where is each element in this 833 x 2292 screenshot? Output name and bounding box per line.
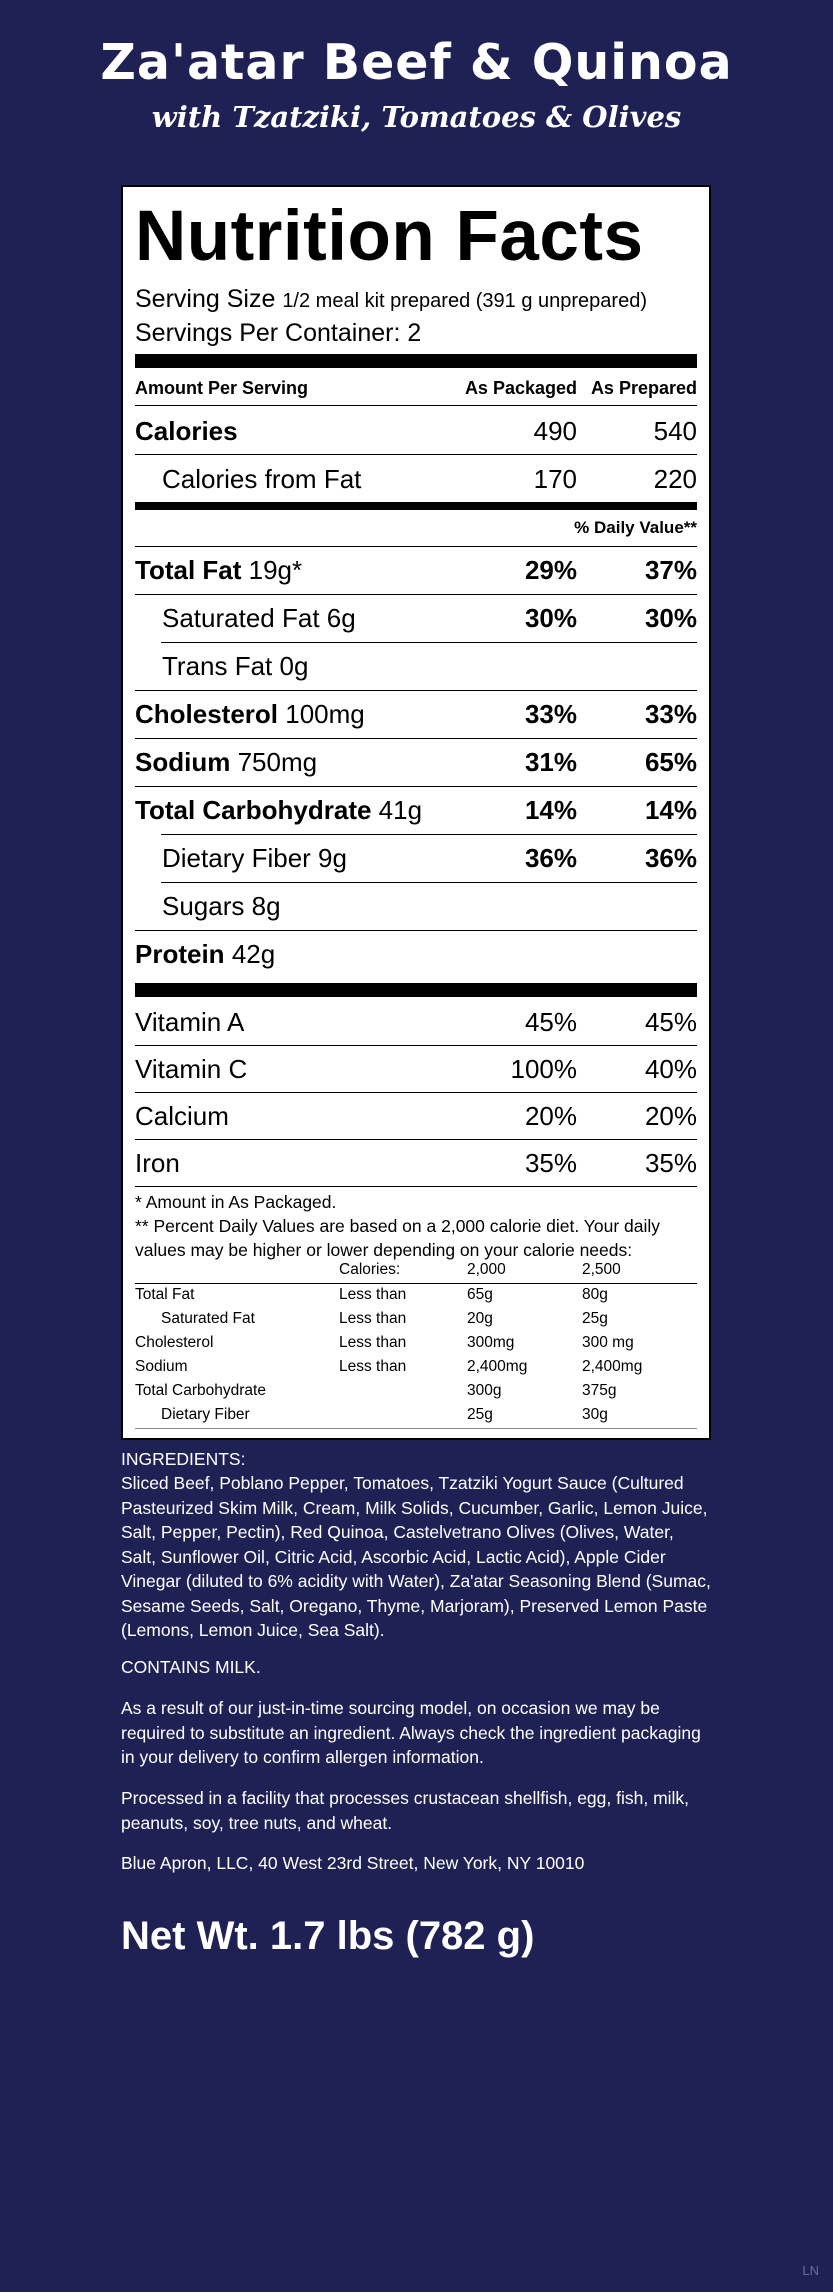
calories-fat-row bbox=[135, 464, 697, 504]
vitamin-a-row bbox=[135, 1007, 697, 1047]
total-carbohydrate-prepared: 14% bbox=[644, 795, 697, 825]
dv-row-2500: 375g bbox=[582, 1382, 617, 1399]
calcium-label: Calcium bbox=[135, 1101, 229, 1131]
cholesterol-row bbox=[135, 699, 697, 739]
total-fat-amount: 19g* bbox=[248, 555, 303, 585]
iron-packaged: 35% bbox=[524, 1148, 577, 1178]
dv-row-2500: 25g bbox=[582, 1310, 608, 1327]
cholesterol-packaged: 33% bbox=[524, 699, 577, 729]
dv-row-2000: 20g bbox=[467, 1310, 493, 1327]
dietary-fiber-label: Dietary Fiber 9g bbox=[162, 843, 347, 873]
dv-row-name: Cholesterol bbox=[135, 1334, 214, 1351]
facility-note: Processed in a facility that processes crustacean shellfish, egg, fish, milk, peanuts, soy, tree nuts, and wheat. bbox=[121, 1788, 690, 1833]
product-subtitle: with Tzatziki, Tomatoes & Olives bbox=[151, 100, 682, 134]
sodium-row bbox=[135, 747, 697, 787]
divider bbox=[135, 594, 697, 595]
dv-row-2500: 80g bbox=[582, 1286, 608, 1303]
calories-fat-packaged: 170 bbox=[533, 464, 577, 494]
dv-2500-label: 2,500 bbox=[582, 1261, 621, 1278]
calories-fat-label: Calories from Fat bbox=[162, 464, 362, 494]
cholesterol-amount: 100mg bbox=[285, 699, 365, 729]
calcium-packaged: 20% bbox=[524, 1101, 577, 1131]
amount-per-serving: Amount Per Serving bbox=[135, 378, 309, 398]
company-address: Blue Apron, LLC, 40 West 23rd Street, New York, NY 10010 bbox=[121, 1853, 585, 1873]
divider bbox=[161, 642, 697, 643]
as-packaged-header: As Packaged bbox=[464, 378, 577, 398]
total-carbohydrate-packaged: 14% bbox=[524, 795, 577, 825]
total-carbohydrate-row bbox=[135, 795, 697, 835]
dv-row-2500: 300 mg bbox=[582, 1334, 634, 1351]
calories-label: Calories bbox=[135, 416, 238, 446]
sugars-row bbox=[135, 891, 697, 931]
divider bbox=[135, 1092, 697, 1093]
dietary-fiber-prepared: 36% bbox=[644, 843, 697, 873]
thick-rule bbox=[135, 354, 697, 368]
footnote-packaged: * Amount in As Packaged. bbox=[135, 1192, 337, 1212]
dv-row-name: Total Fat bbox=[135, 1286, 195, 1303]
divider bbox=[135, 546, 697, 547]
total-fat-prepared: 37% bbox=[644, 555, 697, 585]
column-header bbox=[135, 378, 697, 399]
divider bbox=[135, 786, 697, 787]
thick-rule bbox=[135, 983, 697, 997]
nutrition-facts-panel bbox=[121, 185, 711, 1440]
dv-row-name: Sodium bbox=[135, 1358, 188, 1375]
vitamin-c-packaged: 100% bbox=[510, 1054, 577, 1084]
saturated-fat-row bbox=[135, 603, 697, 643]
vitamin-c-prepared: 40% bbox=[644, 1054, 697, 1084]
dv-row-2000: 2,400mg bbox=[467, 1358, 528, 1375]
dv-row-qualifier: Less than bbox=[339, 1334, 407, 1351]
vitamin-a-prepared: 45% bbox=[644, 1007, 697, 1037]
dv-row-2000: 300mg bbox=[467, 1334, 515, 1351]
divider bbox=[135, 1139, 697, 1140]
divider bbox=[161, 882, 697, 883]
iron-label: Iron bbox=[135, 1148, 180, 1178]
sodium-packaged: 31% bbox=[524, 747, 577, 777]
divider bbox=[135, 1428, 697, 1429]
daily-value-header: % Daily Value** bbox=[574, 518, 697, 537]
divider bbox=[135, 405, 697, 406]
divider bbox=[135, 454, 697, 455]
dv-row-name: Dietary Fiber bbox=[161, 1406, 250, 1423]
calories-row bbox=[135, 416, 697, 456]
sugars-label: Sugars 8g bbox=[162, 891, 281, 921]
medium-rule bbox=[135, 502, 697, 510]
dv-row-2000: 25g bbox=[467, 1406, 493, 1423]
vitamin-c-label: Vitamin C bbox=[135, 1054, 248, 1084]
cholesterol-label: Cholesterol bbox=[135, 699, 279, 729]
dietary-fiber-packaged: 36% bbox=[524, 843, 577, 873]
sodium-label: Sodium bbox=[135, 747, 231, 777]
corner-mark: LN bbox=[802, 2263, 819, 2278]
dv-row-qualifier: Less than bbox=[339, 1310, 407, 1327]
saturated-fat-prepared: 30% bbox=[644, 603, 697, 633]
product-title: Za'atar Beef & Quinoa bbox=[100, 34, 733, 91]
dv-row-2500: 2,400mg bbox=[582, 1358, 643, 1375]
saturated-fat-label: Saturated Fat 6g bbox=[162, 603, 356, 633]
trans-fat-row bbox=[135, 651, 697, 691]
protein-amount: 42g bbox=[231, 939, 276, 969]
ingredients-text: Sliced Beef, Poblano Pepper, Tomatoes, Tzatziki Yogurt Sauce (Cultured Pasteurized Skim Milk, Cream, Milk Solids, Cucumber, Garlic, Lemon Juice, Salt, Pepper, Pectin), Red Quinoa, Castelvetrano Olives (Olives, Water, Salt, Sunflower Oil, Citric Acid, Ascorbic Acid, Lactic Acid), Apple Cider Vinegar (diluted to 6% acidity with Water), Za'atar Seasoning Blend (Sumac, Sesame Seeds, Salt, Oregano, Thyme, Marjoram), Preserved Lemon Paste (Lemons, Lemon Juice, Sea Salt). bbox=[121, 1473, 711, 1640]
divider bbox=[135, 738, 697, 739]
divider bbox=[135, 1283, 697, 1284]
dv-row-2000: 300g bbox=[467, 1382, 502, 1399]
protein-row bbox=[135, 939, 697, 979]
serving-size bbox=[135, 285, 647, 314]
vitamin-a-label: Vitamin A bbox=[135, 1007, 245, 1037]
divider bbox=[135, 690, 697, 691]
dv-row-2500: 30g bbox=[582, 1406, 608, 1423]
trans-fat-label: Trans Fat 0g bbox=[162, 651, 309, 681]
sourcing-note: As a result of our just-in-time sourcing model, on occasion we may be required to substitute an ingredient. Always check the ingredient packaging in your delivery to confirm allergen information. bbox=[121, 1698, 701, 1767]
total-fat-row bbox=[135, 555, 697, 595]
vitamin-c-row bbox=[135, 1054, 697, 1094]
iron-row bbox=[135, 1148, 697, 1188]
serving-size-value: 1/2 meal kit prepared (391 g unprepared) bbox=[282, 290, 647, 312]
serving-size-label: Serving Size bbox=[135, 285, 276, 313]
dv-row-2000: 65g bbox=[467, 1286, 493, 1303]
dv-row-qualifier: Less than bbox=[339, 1358, 407, 1375]
dv-row-name: Saturated Fat bbox=[161, 1310, 255, 1327]
sodium-prepared: 65% bbox=[644, 747, 697, 777]
as-prepared-header: As Prepared bbox=[590, 378, 697, 398]
sodium-amount: 750mg bbox=[237, 747, 318, 777]
total-carbohydrate-amount: 41g bbox=[378, 795, 423, 825]
total-fat-packaged: 29% bbox=[524, 555, 577, 585]
divider bbox=[135, 930, 697, 931]
divider bbox=[135, 1186, 697, 1187]
servings-per-container: Servings Per Container: 2 bbox=[135, 319, 422, 347]
nutrition-facts-heading: Nutrition Facts bbox=[135, 197, 644, 276]
dv-calories-label: Calories: bbox=[339, 1261, 401, 1278]
total-fat-label: Total Fat bbox=[135, 555, 242, 585]
calcium-prepared: 20% bbox=[644, 1101, 697, 1131]
total-carbohydrate-label: Total Carbohydrate bbox=[135, 795, 372, 825]
calcium-row bbox=[135, 1101, 697, 1141]
dv-2000-label: 2,000 bbox=[467, 1261, 506, 1278]
dv-row-qualifier: Less than bbox=[339, 1286, 407, 1303]
divider bbox=[161, 834, 697, 835]
footnote-daily-values: ** Percent Daily Values are based on a 2,000 calorie diet. Your daily values may be higher or lower depending on your calorie needs: bbox=[135, 1216, 661, 1260]
dietary-fiber-row bbox=[135, 843, 697, 883]
dv-row-name: Total Carbohydrate bbox=[135, 1382, 266, 1399]
iron-prepared: 35% bbox=[644, 1148, 697, 1178]
calories-prepared: 540 bbox=[653, 416, 697, 446]
cholesterol-prepared: 33% bbox=[644, 699, 697, 729]
calories-packaged: 490 bbox=[533, 416, 577, 446]
vitamin-a-packaged: 45% bbox=[524, 1007, 577, 1037]
net-weight: Net Wt. 1.7 lbs (782 g) bbox=[121, 1914, 535, 1958]
calories-fat-prepared: 220 bbox=[653, 464, 697, 494]
saturated-fat-packaged: 30% bbox=[524, 603, 577, 633]
ingredients-heading: INGREDIENTS: bbox=[121, 1449, 246, 1469]
protein-label: Protein bbox=[135, 939, 225, 969]
contains-allergens: CONTAINS MILK. bbox=[121, 1657, 261, 1677]
divider bbox=[135, 1045, 697, 1046]
